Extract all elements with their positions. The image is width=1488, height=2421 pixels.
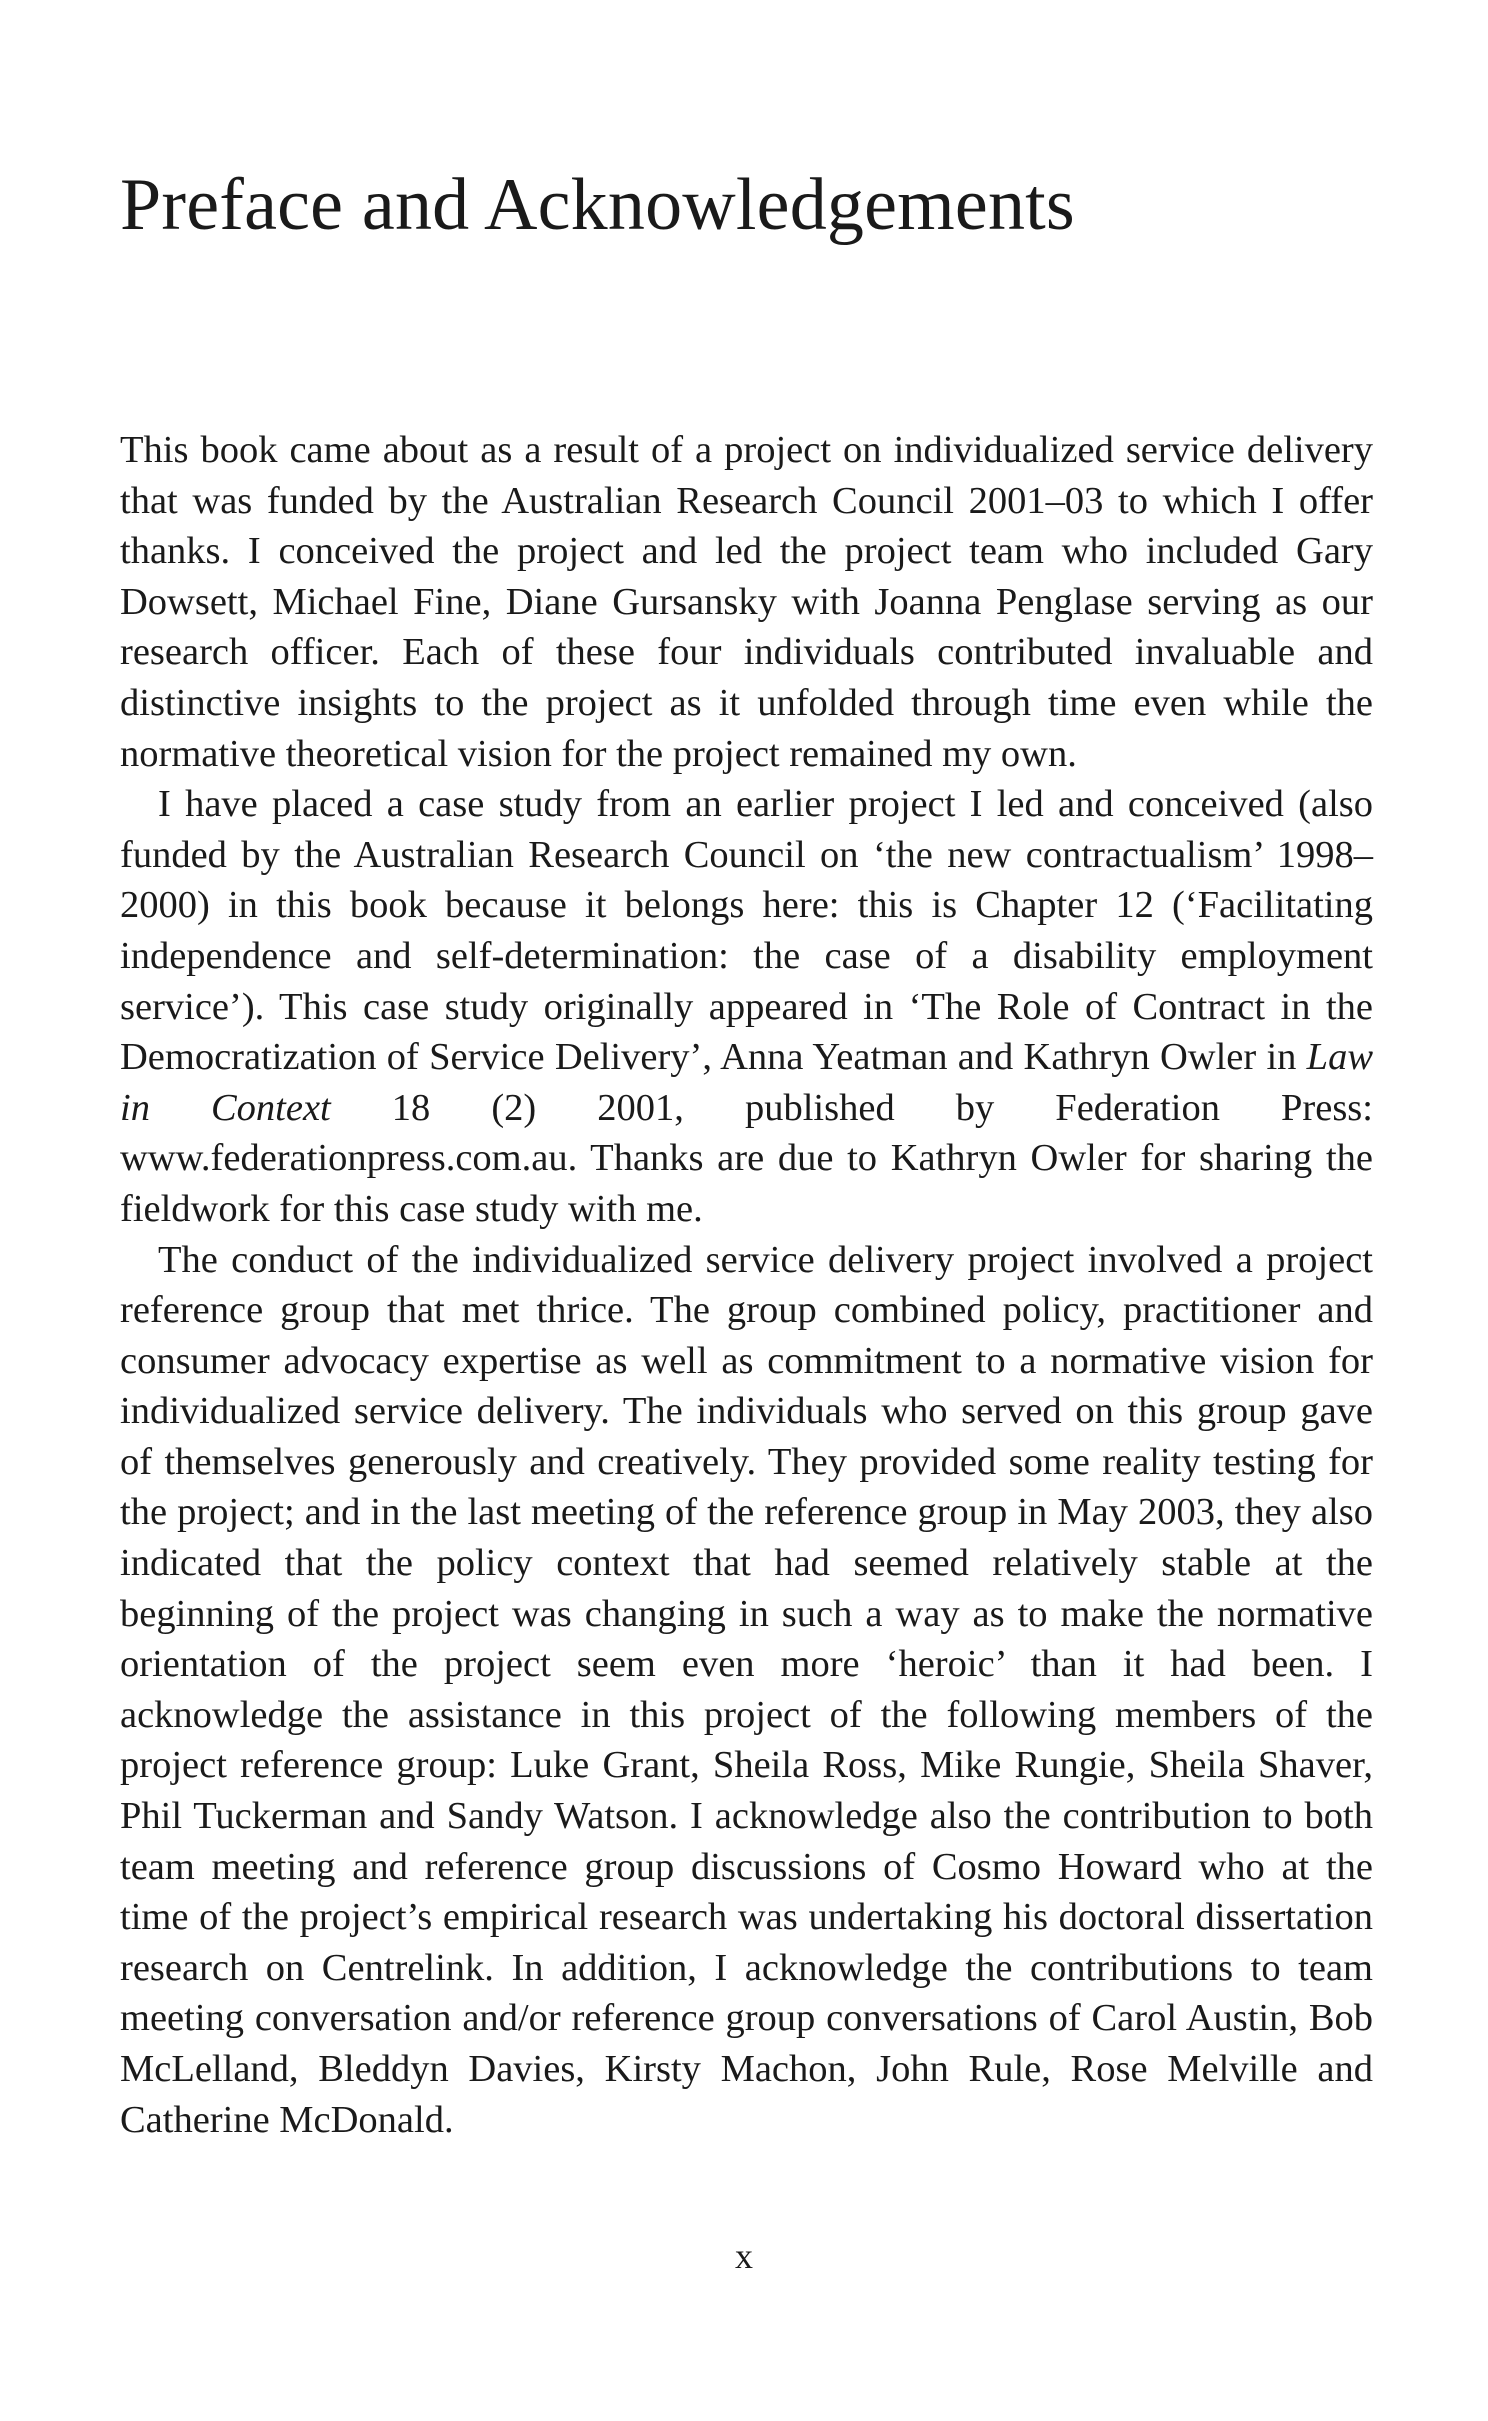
journal-title: Law in Context (120, 1036, 1373, 1129)
paragraph-3 (120, 1235, 1373, 2146)
paragraph-1-text: This book came about as a result of a project on individualized service delivery that was funded by the Australian Research Council 2001–03 to which I offer thanks. I conceived the project and led the project team who included Gary Dowsett, Michael Fine, Diane Gursansky with Joanna Penglase serving as our research officer. Each of these four individuals contributed invaluable and distinctive insights to the project as it unfolded through time even while the normative theoretical vision for the project remained my own. (120, 429, 1373, 775)
paragraph-3-text: The conduct of the individualized service delivery project involved a project reference group that met thrice. The group combined policy, practitioner and consumer advocacy expertise as well as commitment to a normative vision for individualized service delivery. The individuals who served on this group gave of themselves generously and creatively. They provided some reality testing for the project; and in the last meeting of the reference group in May 2003, they also indicated that the policy context that had seemed relatively stable at the beginning of the project was changing in such a way as to make the normative orientation of the project seem even more ‘heroic’ than it had been. I acknowledge the assistance in this project of the following members of the project reference group: Luke Grant, Sheila Ross, Mike Rungie, Sheila Shaver, Phil Tuckerman and Sandy Watson. I acknowledge also the contribution to both team meeting and reference group discussions of Cosmo Howard who at the time of the project’s empirical research was undertaking his doctoral dissertation research on Centrelink. In addition, I acknowledge the contributions to team meeting conversation and/or reference group conversations of Carol Austin, Bob McLelland, Bleddyn Davies, Kirsty Machon, John Rule, Rose Melville and Catherine McDonald. (120, 1238, 1373, 2141)
paragraph-2-text-a: I have placed a case study from an earlier project I led and conceived (also funded by the Australian Research Council on ‘the new contractualism’ 1998–2000) in this book because it belongs here: this is Chapter 12 (‘Facilitating independence and self-determination: the case of a disability employment service’). This case study originally appeared in ‘The Role of Contract in the Democratization of Service Delivery’, Anna Yeatman and Kathryn Owler in (120, 783, 1373, 1079)
paragraph-1 (120, 425, 1373, 779)
paragraph-2 (120, 779, 1373, 1234)
paragraph-2-text-b: 18 (2) 2001, published by Federation Press: www.federationpress.com.au. Thanks are due to Kathryn Owler for sharing the fieldwork for this case study with me. (120, 1086, 1373, 1230)
chapter-title: Preface and Acknowledgements (120, 164, 1075, 246)
preface-body (120, 425, 1373, 2145)
page-number: x (735, 2236, 753, 2276)
